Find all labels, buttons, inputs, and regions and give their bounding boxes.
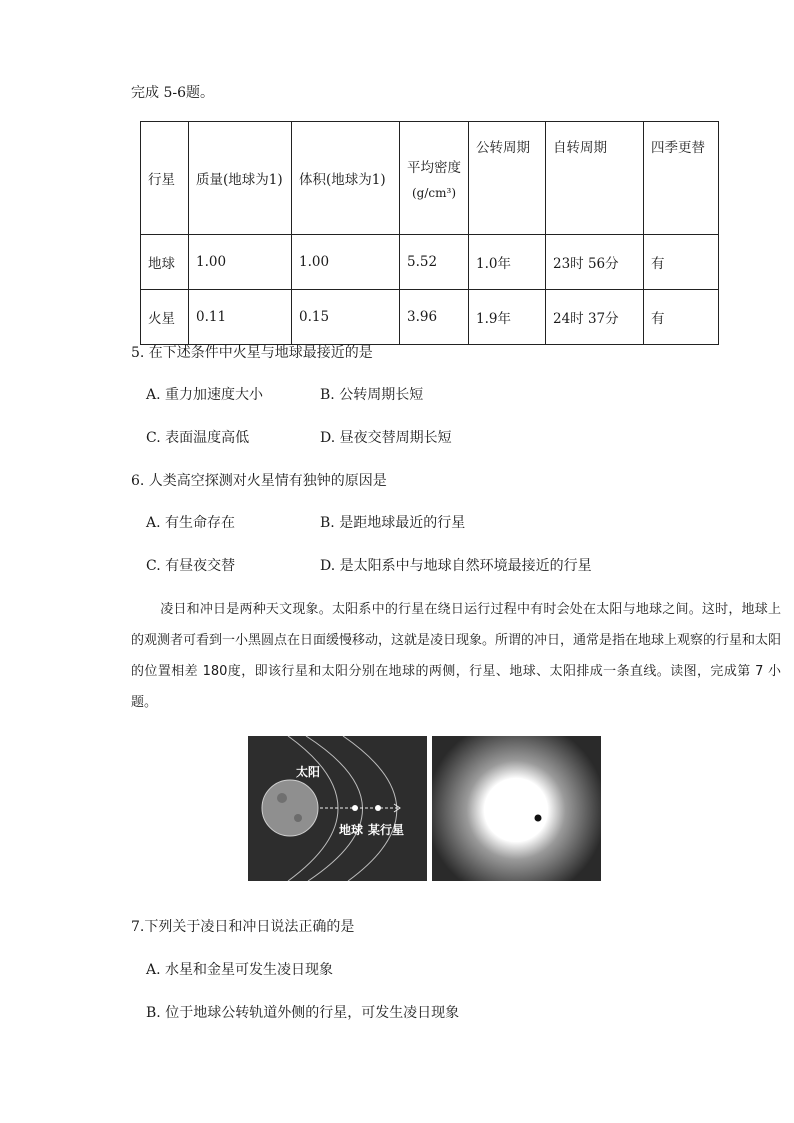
- passage-paragraph: [131, 594, 781, 718]
- sun-label: 太阳: [296, 765, 321, 779]
- question-7-option-b: B. 位于地球公转轨道外侧的行星，可发生凌日现象: [146, 1005, 460, 1021]
- planet-data-table: [140, 121, 719, 345]
- header-seasons: 四季更替: [644, 122, 719, 235]
- question-6-stem: 6. 人类高空探测对火星情有独钟的原因是: [131, 473, 387, 489]
- cell-volume: 0.15: [292, 290, 400, 345]
- header-rotation: 自转周期: [546, 122, 644, 235]
- header-density-label: 平均密度: [407, 160, 461, 176]
- sun-spot: [277, 793, 287, 803]
- cell-orbit: 1.9年: [469, 290, 546, 345]
- orbit-diagram: [248, 736, 427, 881]
- question-7-option-a: A. 水星和金星可发生凌日现象: [146, 962, 334, 978]
- header-planet: 行星: [141, 122, 189, 235]
- cell-volume: 1.00: [292, 235, 400, 290]
- cell-density: 5.52: [400, 235, 469, 290]
- table-row: [141, 290, 719, 345]
- header-density: [400, 122, 469, 235]
- cell-rotation: 24时 37分: [546, 290, 644, 345]
- transit-photo: [432, 736, 601, 881]
- question-5-option-d: D. 昼夜交替周期长短: [320, 430, 452, 446]
- sun-spot: [294, 814, 302, 822]
- cell-seasons: 有: [644, 235, 719, 290]
- sun-disk: [484, 778, 548, 842]
- cell-seasons: 有: [644, 290, 719, 345]
- question-5-stem: 5. 在下述条件中火星与地球最接近的是: [131, 345, 373, 361]
- header-density-unit: (g/cm³): [412, 186, 456, 200]
- table-header-row: [141, 122, 719, 235]
- question-5-option-a: A. 重力加速度大小: [146, 387, 264, 403]
- sun-sphere: [262, 780, 318, 836]
- header-orbit: 公转周期: [469, 122, 546, 235]
- question-5-option-b: B. 公转周期长短: [320, 387, 424, 403]
- transit-dot: [535, 815, 542, 822]
- cell-planet: 地球: [141, 235, 189, 290]
- section-intro: 完成 5-6题。: [131, 85, 214, 101]
- header-volume: 体积(地球为1): [292, 122, 400, 235]
- passage-text: 凌日和冲日是两种天文现象。太阳系中的行星在绕日运行过程中有时会处在太阳与地球之间。这时，地球上的观测者可看到一小黑圆点在日面缓慢移动，这就是凌日现象。所谓的冲日，通常是指在地球上观察的行星和太阳的位置相差 180度，即该行星和太阳分别在地球的两侧，行星、地球、太阳排成一条直线。读图，完成第 7 小题。: [131, 602, 782, 710]
- earth-label: 地球: [339, 823, 364, 837]
- question-6-option-a: A. 有生命存在: [146, 515, 236, 531]
- earth-dot: [352, 805, 358, 811]
- planet-dot: [375, 805, 381, 811]
- cell-density: 3.96: [400, 290, 469, 345]
- cell-planet: 火星: [141, 290, 189, 345]
- question-5-option-c: C. 表面温度高低: [146, 430, 250, 446]
- planet-label: 某行星: [368, 823, 405, 837]
- cell-mass: 0.11: [189, 290, 292, 345]
- table-row: [141, 235, 719, 290]
- cell-rotation: 23时 56分: [546, 235, 644, 290]
- cell-mass: 1.00: [189, 235, 292, 290]
- question-6-option-b: B. 是距地球最近的行星: [320, 515, 466, 531]
- question-6-option-c: C. 有昼夜交替: [146, 558, 236, 574]
- header-mass: 质量(地球为1): [189, 122, 292, 235]
- cell-orbit: 1.0年: [469, 235, 546, 290]
- question-7-stem: 7.下列关于凌日和冲日说法正确的是: [131, 919, 355, 935]
- question-6-option-d: D. 是太阳系中与地球自然环境最接近的行星: [320, 558, 592, 574]
